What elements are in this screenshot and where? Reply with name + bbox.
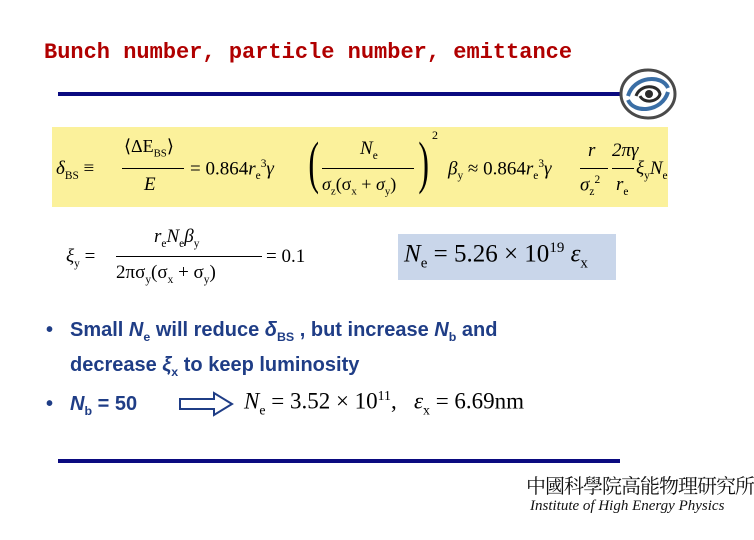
eq1-beta-sub: y (457, 170, 464, 183)
eq1-equiv: ≡ (83, 158, 95, 179)
eq1-den-plus: + (361, 174, 372, 194)
bullet-dot: • (46, 393, 54, 415)
eq1-approx: ≈ 0.864 (467, 158, 526, 180)
eq1-gamma: γ (266, 158, 274, 180)
eq2-num-r: r (154, 226, 162, 247)
bullet2-nb: N (70, 393, 85, 415)
eq1-ne-end-sub: e (662, 169, 668, 182)
eq2-den-close: ) (209, 262, 216, 283)
eq3-n: N (404, 240, 421, 268)
bullet1-xi-sub: x (171, 365, 179, 379)
eq2-xi-sub: y (74, 257, 80, 270)
eq2-den-paren: (σ (151, 262, 168, 283)
footer-rule (58, 459, 620, 463)
eq1-xi-sub: y (644, 169, 650, 182)
eq1-sz2-sup: 2 (594, 174, 601, 186)
eq1-r-sub: e (255, 170, 261, 183)
bullet1-line2-b: to keep luminosity (178, 354, 360, 376)
eq3-exp: 19 (549, 240, 565, 256)
bullet1-text-d: and (456, 319, 498, 341)
eq1-den-paren: (σ (335, 174, 352, 194)
eq1-xi: ξ (636, 158, 645, 179)
eq1-r-sup: 3 (260, 158, 267, 170)
eq1-ne-sub: e (372, 149, 378, 162)
eq1-de: ⟨ΔE (124, 136, 154, 156)
eq1-r-num: r (588, 140, 596, 161)
eq2-num-beta-sub: y (193, 237, 200, 250)
right-arrow-icon (178, 391, 234, 417)
bullet1-nb-sub: b (448, 330, 457, 344)
eq1-delta-sub: BS (64, 169, 79, 182)
eq3-eps: ε (570, 240, 581, 268)
eq2-xi: ξ (66, 246, 75, 267)
eq2-num-n: N (166, 226, 180, 247)
eq1-den-close: ) (390, 174, 397, 194)
equation-beamstrahlung (56, 128, 668, 202)
bullet-item-1-line-2 (46, 351, 497, 386)
institute-english-name: Institute of High Energy Physics (530, 498, 725, 514)
eq1-r2-sub: e (533, 170, 539, 183)
eq1-de-close: ⟩ (166, 136, 174, 156)
eq1-frac-line-1 (122, 168, 184, 169)
eq1-den-sigma-sub: z (330, 185, 336, 198)
eq2-den-plus: + σ (178, 262, 204, 283)
eq1-den-x: x (351, 185, 357, 198)
eq1-frac-line-2 (322, 168, 414, 169)
eq1-paren-left: ( (308, 130, 319, 195)
eq1-delta: δ (56, 158, 65, 179)
bullet1-text-c: , but increase (294, 319, 435, 341)
eq1-r: r (248, 158, 256, 180)
eq1-gamma2: γ (544, 158, 552, 180)
eq4-eps: ε (413, 388, 424, 414)
eq1-beta: β (448, 158, 458, 180)
bullet1-nb: N (434, 319, 449, 341)
eq1-e: E (144, 174, 156, 195)
bullet1-text-a: Small (70, 319, 129, 341)
bullet1-line2-a: decrease (70, 354, 163, 376)
eq1-sz2: σ (580, 174, 590, 196)
eq1-square: 2 (432, 128, 438, 142)
bullet2-text: = 50 (92, 393, 138, 415)
eq1-sz2-sub: z (589, 186, 595, 199)
equation-beam-beam (66, 224, 326, 294)
eq3-rest: = 5.26 × 10 (433, 240, 550, 268)
eq4-comma: , (390, 388, 397, 414)
bullet1-text-b: will reduce (150, 319, 265, 341)
ihep-logo-icon (618, 66, 678, 122)
eq2-den-sub: y (145, 273, 152, 286)
eq1-frac-line-3 (580, 168, 608, 169)
bullet1-n-sub: e (143, 330, 151, 344)
eq2-den-x: x (167, 273, 174, 286)
bullet2-nb-sub: b (84, 404, 93, 418)
eq4-n-sub: e (259, 402, 266, 418)
eq1-r2-sup: 3 (538, 158, 545, 170)
eq4-eps-sub: x (423, 402, 430, 418)
eq1-den-sy: σ (375, 174, 385, 194)
title-underline (58, 92, 620, 96)
eq4-value: = 6.69nm (435, 388, 525, 414)
institute-chinese-name: 中國科學院高能物理研究所 (526, 474, 754, 498)
bullet-item-1 (46, 316, 497, 351)
bullet1-n: N (128, 319, 144, 341)
eq1-coef: = 0.864 (190, 158, 249, 180)
eq1-den-sigma: σ (322, 174, 331, 194)
eq2-num-beta: β (184, 226, 194, 247)
eq4-rest: = 3.52 × 10 (271, 388, 378, 414)
eq2-num-r-sub: e (161, 237, 167, 250)
eq1-r2: r (525, 158, 534, 180)
eq2-den: 2πσ (116, 262, 146, 283)
eq1-r-den: r (616, 174, 624, 195)
eq4-n: N (244, 388, 260, 414)
equation-result (244, 388, 524, 418)
eq2-frac-line (116, 256, 262, 257)
eq2-result: = 0.1 (266, 246, 306, 267)
eq4-exp: 11 (377, 388, 391, 403)
eq1-frac-line-4 (612, 168, 634, 169)
eq2-num-n-sub: e (179, 237, 185, 250)
eq1-paren-right: ) (418, 130, 429, 195)
bullet-dot: • (46, 319, 54, 341)
equation-ne-epsilon (404, 240, 588, 272)
bullet1-delta-sub: BS (276, 330, 295, 344)
eq2-den-y: y (203, 273, 210, 286)
bullet1-xi: ξ (162, 354, 172, 376)
eq1-de-sub: BS (153, 147, 167, 160)
eq2-eq: = (84, 246, 96, 267)
eq1-r-den-sub: e (623, 185, 629, 198)
slide-title: Bunch number, particle number, emittance (44, 40, 573, 65)
bullet1-delta: δ (264, 319, 277, 341)
eq1-ne: N (360, 138, 373, 159)
eq1-two-pi-gamma: 2πγ (612, 140, 639, 161)
eq1-ne-end: N (649, 158, 663, 179)
eq3-n-sub: e (420, 255, 428, 272)
eq3-eps-sub: x (580, 255, 588, 272)
eq1-den-y: y (384, 185, 391, 198)
